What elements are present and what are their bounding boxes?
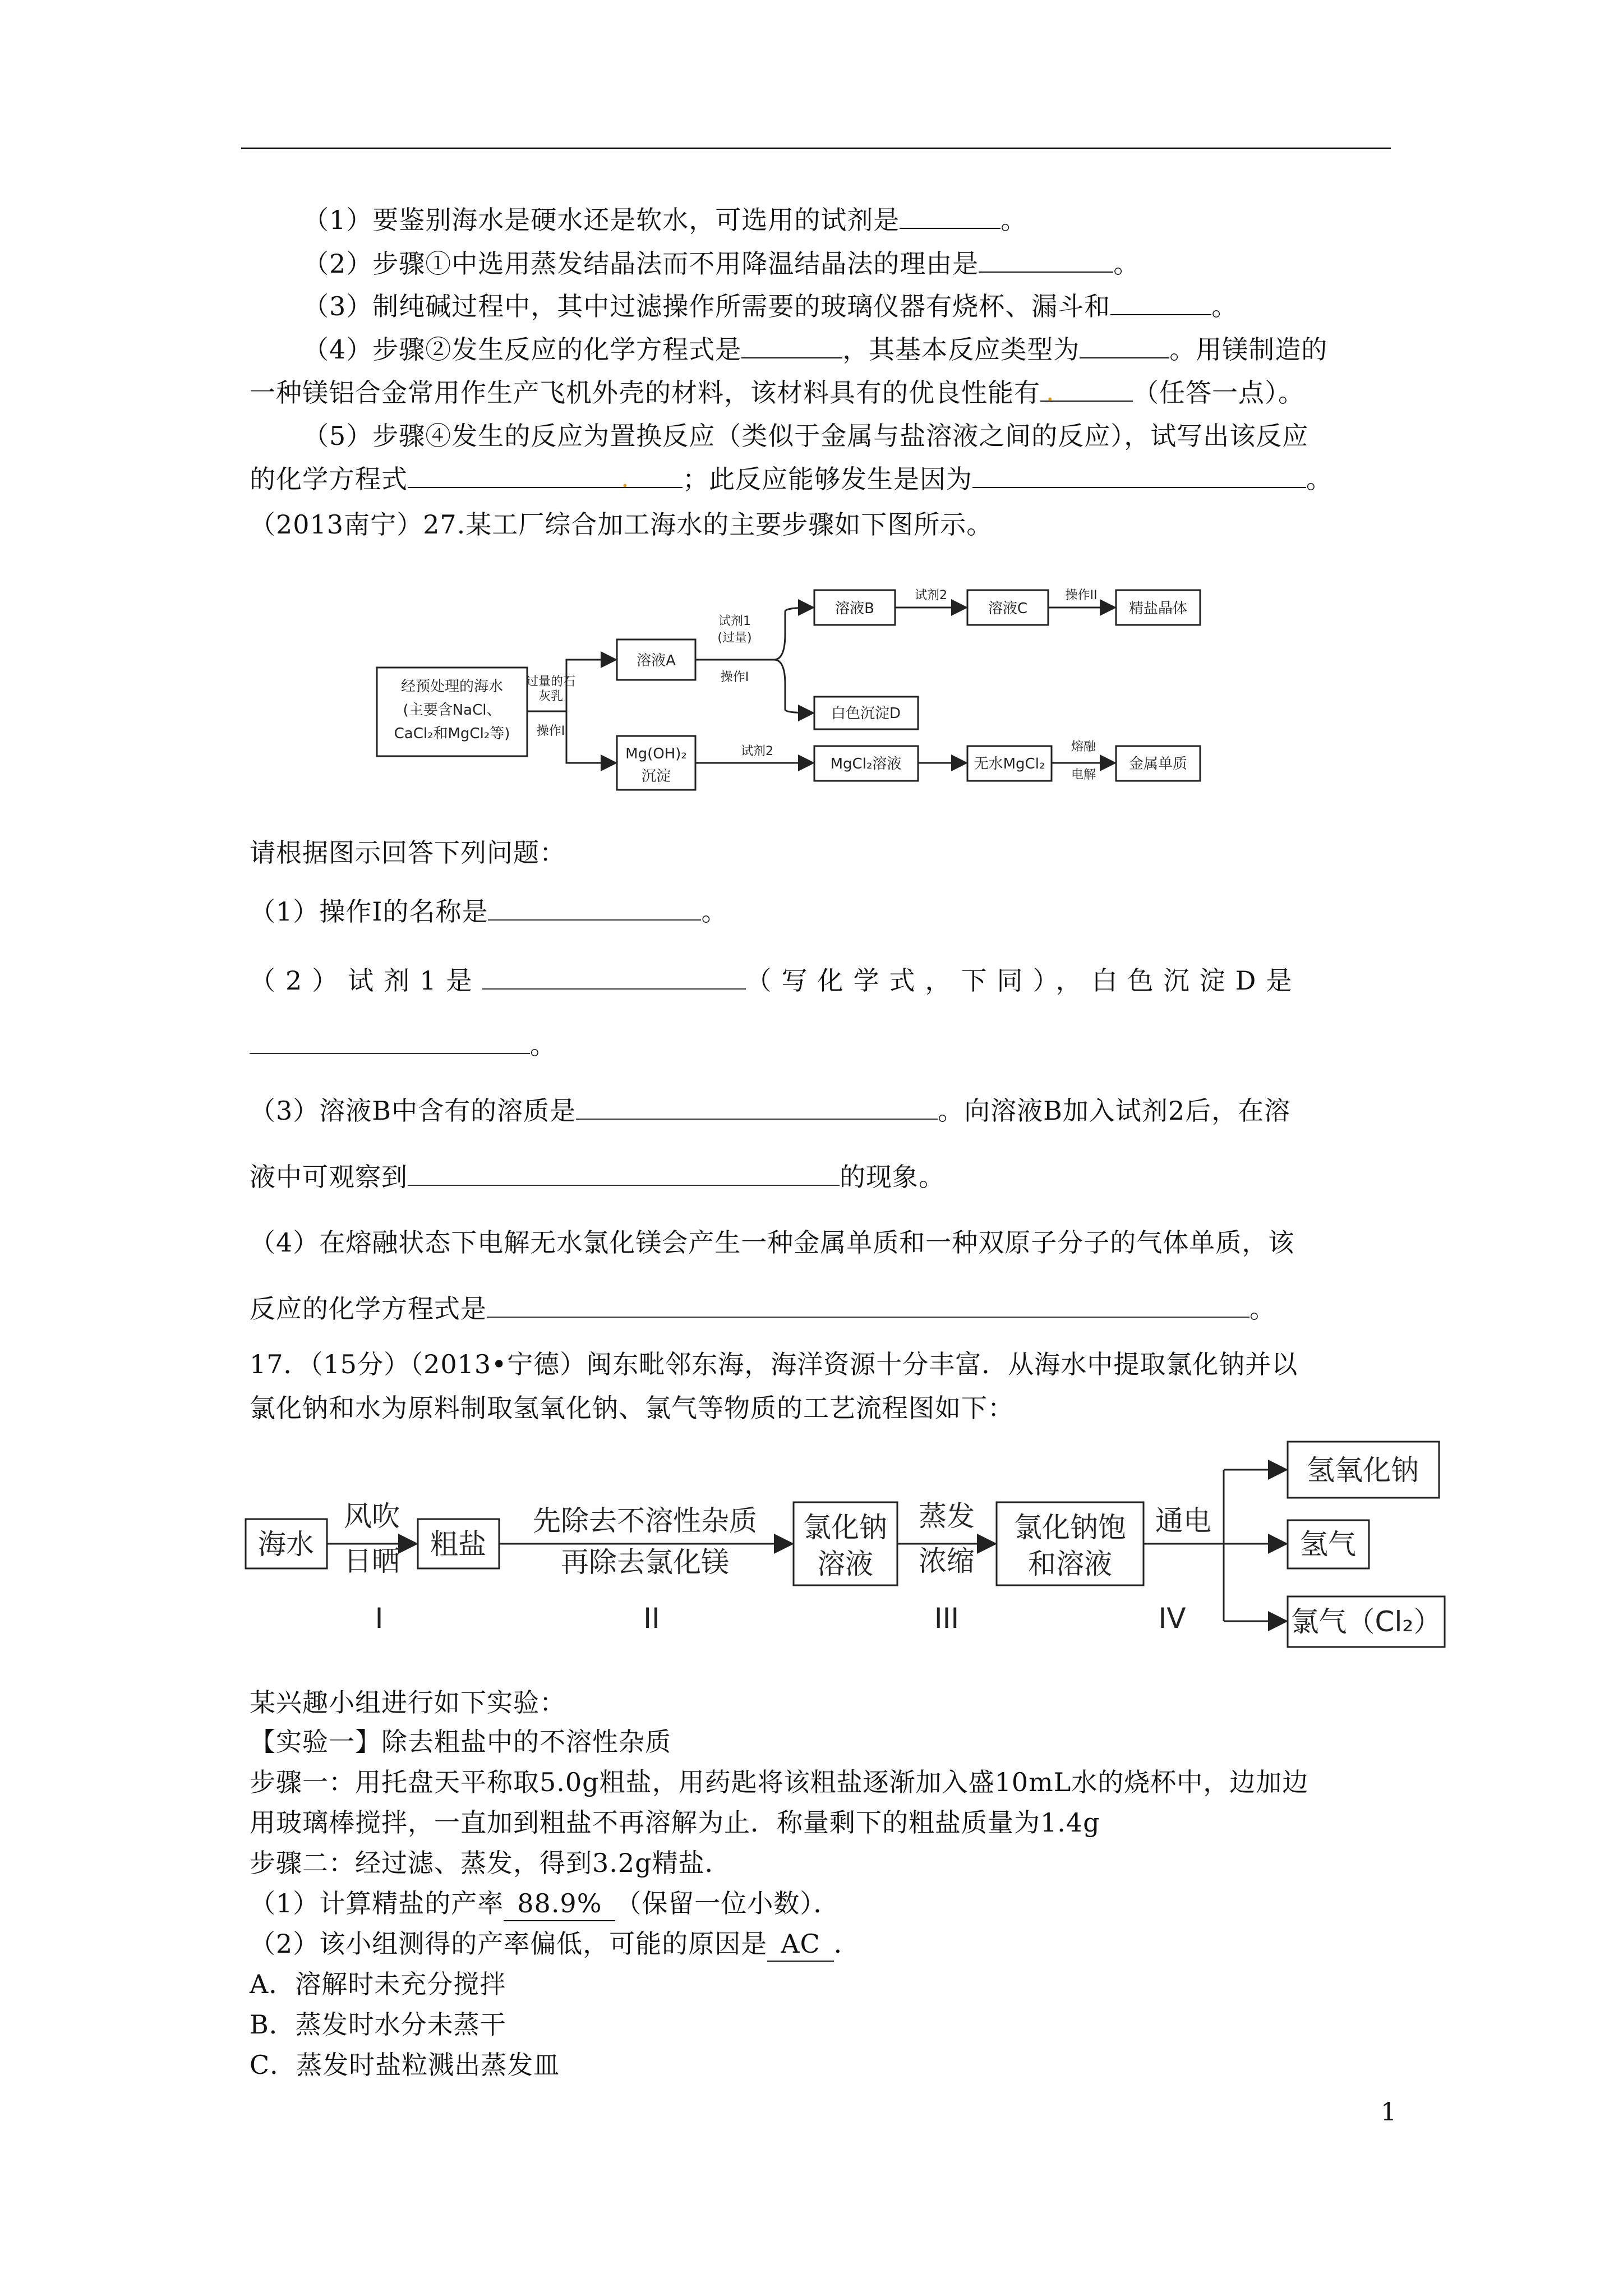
reagent-2-top-label: 试剂2 xyxy=(915,588,947,602)
seawater-label-3: CaCl₂和MgCl₂等) xyxy=(394,725,510,742)
q27-part2-end: 。 xyxy=(530,1030,556,1060)
q17-answer1-value: 88.9% xyxy=(504,1887,615,1921)
orange-dot-mark: . xyxy=(1046,376,1055,407)
prev-q3-text: （3）制纯碱过程中，其中过滤操作所需要的玻璃仪器有烧杯、漏斗和 xyxy=(303,291,1111,321)
operation-1b-label: 操作I xyxy=(720,670,749,684)
answer-blank xyxy=(900,205,1000,229)
arrow-to-white-precipitate xyxy=(774,660,813,713)
q17-option-a-text: A．溶解时未充分搅拌 xyxy=(250,1969,506,1999)
lime-label-1: 过量的石 xyxy=(525,675,576,689)
prev-q4-text-c: 。用镁制造的 xyxy=(1169,334,1328,365)
q17-exp1 xyxy=(250,1725,671,1759)
prev-q3-end: 。 xyxy=(1211,291,1238,321)
q27-part2 xyxy=(250,964,1302,997)
sun-label: 日晒 xyxy=(344,1545,400,1577)
q27-part2-text-a: （2）试剂1是 xyxy=(250,965,482,996)
seawater-flow-label: 海水 xyxy=(258,1528,314,1561)
q27-part4 xyxy=(250,1226,1294,1259)
prev-q3 xyxy=(303,289,1238,323)
q17-option-c-text: C．蒸发时盐粒溅出蒸发皿 xyxy=(250,2050,560,2080)
prev-q4-cont-end: （任答一点）。 xyxy=(1133,378,1304,408)
evaporate-label: 蒸发 xyxy=(919,1500,975,1533)
reagent-2-bottom-label: 试剂2 xyxy=(741,744,773,758)
prev-q5-cont-text-a: 的化学方程式 xyxy=(250,464,408,494)
remove-insoluble-label: 先除去不溶性杂质 xyxy=(533,1504,757,1537)
metal-label: 金属单质 xyxy=(1128,756,1188,772)
concentrate-label: 浓缩 xyxy=(919,1545,975,1577)
solution-c-label: 溶液C xyxy=(988,600,1028,617)
q17-answer2-text: （2）该小组测得的产率偏低，可能的原因是 xyxy=(250,1929,768,1959)
saturated-label-2: 和溶液 xyxy=(1028,1548,1112,1580)
q27-part2-cont xyxy=(250,1028,556,1062)
q17-option-c xyxy=(250,2048,560,2082)
operation-2-label: 操作II xyxy=(1065,588,1098,602)
header-rule xyxy=(241,148,1391,149)
arrow-to-solution-b xyxy=(774,608,813,660)
q17-exp1-text: 【实验一】除去粗盐中的不溶性杂质 xyxy=(250,1727,671,1757)
q17-step1 xyxy=(250,1765,1308,1799)
q17-text-2: 氯化钠和水为原料制取氢氧化钠、氯气等物质的工艺流程图如下： xyxy=(250,1393,1014,1423)
operation-1-label: 操作I xyxy=(536,724,565,738)
prev-q4-text-a: （4）步骤②发生反应的化学方程式是 xyxy=(303,334,742,365)
q27-flow-diagram xyxy=(370,567,1413,813)
q17-answer2-end: ． xyxy=(833,1929,860,1959)
wind-label: 风吹 xyxy=(344,1500,400,1533)
q17-answer1 xyxy=(250,1887,840,1921)
q27-title xyxy=(250,508,993,541)
lime-label-2: 灰乳 xyxy=(538,689,564,703)
q27-part4-end: 。 xyxy=(1249,1294,1276,1324)
step-numeral-2: II xyxy=(643,1602,660,1635)
prev-q2-end: 。 xyxy=(1113,249,1140,279)
prev-q1-end: 。 xyxy=(1000,205,1027,235)
molten-label: 熔融 xyxy=(1071,740,1096,754)
prev-q5-cont xyxy=(250,462,1332,496)
q17-answer2-value: AC xyxy=(767,1927,833,1962)
answer-blank xyxy=(1080,335,1169,358)
q17-step1-text-b: 用玻璃棒搅拌，一直加到粗盐不再溶解为止．称量剩下的粗盐质量为1.4g xyxy=(250,1807,1100,1838)
answer-blank xyxy=(972,464,1306,488)
q27-part3-cont xyxy=(250,1160,945,1194)
q17-group-text: 某兴趣小组进行如下实验： xyxy=(250,1687,566,1718)
q17-line1 xyxy=(250,1347,1298,1381)
q17-group xyxy=(250,1686,566,1719)
answer-blank xyxy=(979,249,1113,273)
solution-b-label: 溶液B xyxy=(835,600,874,617)
mgoh2-label: Mg(OH)₂ xyxy=(625,746,687,762)
prev-q4-cont-text: 一种镁铝合金常用作生产飞机外壳的材料，该材料具有的优良性能有 xyxy=(250,378,1040,408)
answer-blank xyxy=(1110,292,1211,315)
remove-mgcl2-label: 再除去氯化镁 xyxy=(561,1546,729,1579)
electrify-label: 通电 xyxy=(1155,1504,1211,1537)
crude-salt-label: 粗盐 xyxy=(430,1528,486,1561)
nacl-label-1: 氯化钠 xyxy=(803,1511,887,1544)
answer-blank xyxy=(250,1030,530,1054)
prev-q1-text: （1）要鉴别海水是硬水还是软水，可选用的试剂是 xyxy=(303,205,900,235)
q17-step2 xyxy=(250,1846,731,1880)
q27-part3-text-c: 液中可观察到 xyxy=(250,1162,408,1192)
q27-intro xyxy=(250,836,566,869)
q27-intro-text: 请根据图示回答下列问题： xyxy=(250,838,566,868)
q17-process-diagram xyxy=(241,1436,1453,1672)
q27-part3-text-a: （3）溶液B中含有的溶质是 xyxy=(250,1096,577,1126)
answer-blank xyxy=(408,463,683,493)
q27-part1 xyxy=(250,895,727,928)
q27-part4-text-a: （4）在熔融状态下电解无水氯化镁会产生一种金属单质和一种双原子分子的气体单质，该 xyxy=(250,1227,1295,1258)
prev-q1 xyxy=(303,203,1027,237)
refined-salt-label: 精盐晶体 xyxy=(1128,600,1188,617)
saturated-label-1: 氯化钠饱 xyxy=(1014,1511,1126,1544)
q17-step1-cont xyxy=(250,1806,1100,1839)
answer-blank xyxy=(488,897,701,921)
q17-step1-text-a: 步骤一：用托盘天平称取5.0g粗盐，用药匙将该粗盐逐渐加入盛10mL水的烧杯中，边加边 xyxy=(250,1767,1309,1797)
answer-blank xyxy=(576,1096,938,1120)
prev-q5-text: （5）步骤④发生的反应为置换反应（类似于金属与盐溶液之间的反应），试写出该反应 xyxy=(303,421,1309,451)
q17-option-a xyxy=(250,1967,506,2001)
prev-q2 xyxy=(303,247,1140,280)
seawater-label-2: (主要含NaCl、 xyxy=(403,702,501,719)
prev-q4 xyxy=(303,333,1327,366)
nacl-label-2: 溶液 xyxy=(817,1548,873,1580)
q17-text-1: 17．（15分）（2013•宁德）闽东毗邻东海，海洋资源十分丰富．从海水中提取氯化钠并以 xyxy=(250,1349,1298,1379)
electrolysis-label: 电解 xyxy=(1071,768,1096,782)
prev-q5-cont-text-b: ；此反应能够发生是因为 xyxy=(683,464,972,494)
answer-blank xyxy=(741,335,842,358)
solution-a-label: 溶液A xyxy=(637,652,676,669)
q17-answer1-text: （1）计算精盐的产率 xyxy=(250,1888,504,1918)
page-number: 1 xyxy=(1381,2098,1396,2127)
q27-part3-text-b: 。向溶液B加入试剂2后，在溶 xyxy=(938,1096,1291,1126)
answer-blank xyxy=(482,966,746,990)
chlorine-label: 氯气（Cl₂） xyxy=(1290,1605,1442,1638)
q17-option-b xyxy=(250,2008,506,2041)
prev-q4-cont xyxy=(250,376,1304,409)
prev-q4-text-b: ，其基本反应类型为 xyxy=(842,334,1080,365)
q17-option-b-text: B．蒸发时水分未蒸干 xyxy=(250,2009,506,2040)
mgcl2-solution-label: MgCl₂溶液 xyxy=(830,756,902,772)
q17-answer1-end: （保留一位小数）． xyxy=(615,1888,840,1918)
arrow-to-mgoh2 xyxy=(566,711,616,763)
white-precipitate-label: 白色沉淀D xyxy=(831,705,901,722)
anhydrous-mgcl2-label: 无水MgCl₂ xyxy=(974,756,1045,772)
prev-q5 xyxy=(303,419,1308,453)
step-numeral-4: IV xyxy=(1158,1602,1186,1635)
precipitate-label: 沉淀 xyxy=(641,768,671,785)
reagent-1-excess-label: (过量) xyxy=(717,631,752,645)
q27-part3 xyxy=(250,1094,1290,1128)
q27-part4-cont xyxy=(250,1292,1276,1326)
q27-part4-text-b: 反应的化学方程式是 xyxy=(250,1294,487,1324)
prev-q5-cont-end: 。 xyxy=(1306,464,1332,494)
reagent-1-label: 试剂1 xyxy=(718,614,751,628)
step-numeral-3: III xyxy=(934,1602,960,1635)
hydrogen-label: 氢气 xyxy=(1300,1528,1356,1561)
step-numeral-1: I xyxy=(375,1602,384,1635)
q17-step2-text: 步骤二：经过滤、蒸发，得到3.2g精盐． xyxy=(250,1848,731,1878)
orange-dot-mark: . xyxy=(621,463,630,493)
q27-part2-text-b: （写化学式，下同），白色沉淀D是 xyxy=(745,965,1302,996)
seawater-label-1: 经预处理的海水 xyxy=(400,678,504,695)
q27-part1-text: （1）操作Ⅰ的名称是 xyxy=(250,896,488,927)
answer-blank xyxy=(408,1162,840,1186)
q17-answer2 xyxy=(250,1927,860,1962)
q27-part3-text-d: 的现象。 xyxy=(840,1162,945,1192)
prev-q2-text: （2）步骤①中选用蒸发结晶法而不用降温结晶法的理由是 xyxy=(303,249,979,279)
answer-blank xyxy=(487,1294,1249,1318)
q27-part1-end: 。 xyxy=(701,896,728,927)
answer-blank xyxy=(1040,376,1133,407)
naoh-label: 氢氧化钠 xyxy=(1307,1454,1419,1487)
q17-line2 xyxy=(250,1391,1014,1425)
q27-title-text: （2013南宁）27.某工厂综合加工海水的主要步骤如下图所示。 xyxy=(250,509,993,540)
